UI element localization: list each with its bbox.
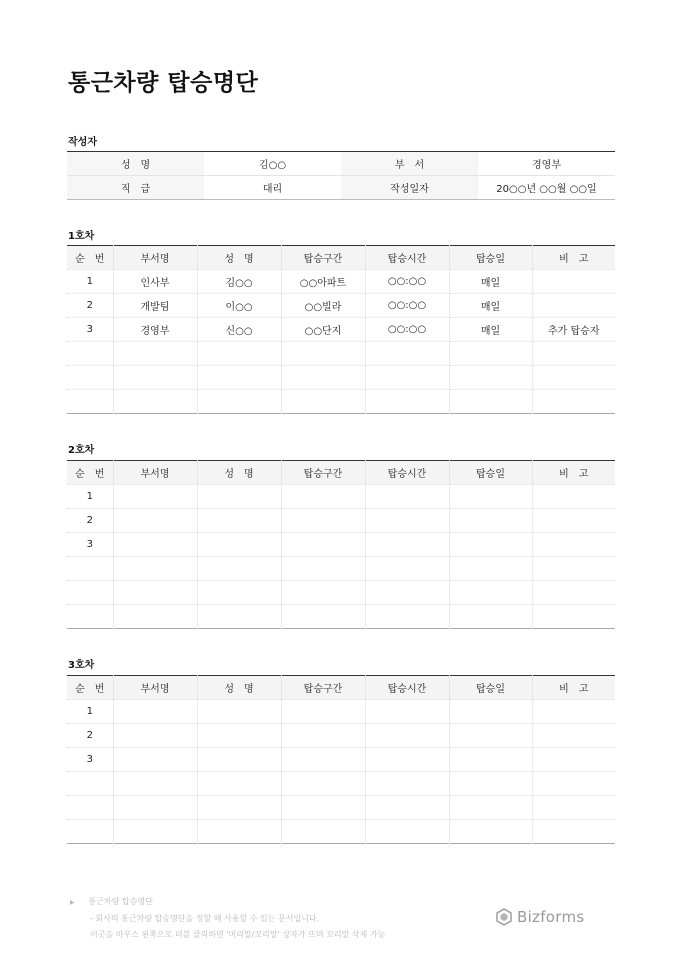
table-cell[interactable] xyxy=(365,485,449,509)
column-header: 부서명 xyxy=(113,246,197,270)
table-cell[interactable] xyxy=(113,533,197,557)
table-cell[interactable] xyxy=(281,605,365,629)
table-cell[interactable]: ○○아파트 xyxy=(281,270,365,294)
table-row xyxy=(67,318,615,342)
table-cell[interactable]: 2 xyxy=(67,509,113,533)
rank-label: 직 급 xyxy=(67,176,204,200)
table-row xyxy=(67,581,615,605)
table-cell[interactable] xyxy=(532,533,615,557)
table-cell[interactable] xyxy=(532,605,615,629)
table-cell[interactable] xyxy=(532,485,615,509)
table-cell[interactable] xyxy=(67,605,113,629)
footer-instruction: 이곳을 마우스 왼쪽으로 더블 클릭하면 '머리말/꼬리말' 상자가 뜨며 꼬리말 삭제 가능 xyxy=(90,930,386,939)
column-header: 탑승구간 xyxy=(281,676,365,700)
table-cell[interactable] xyxy=(67,772,113,796)
table-row xyxy=(67,485,615,509)
table-cell[interactable] xyxy=(197,700,281,724)
footer-title: 통근차량 탑승명단 xyxy=(88,897,153,906)
table-cell[interactable] xyxy=(281,485,365,509)
table-cell[interactable] xyxy=(449,557,532,581)
column-header: 성 명 xyxy=(197,676,281,700)
table-cell[interactable] xyxy=(281,342,365,366)
table-cell[interactable]: 1 xyxy=(67,485,113,509)
table-cell[interactable] xyxy=(113,509,197,533)
table-cell[interactable] xyxy=(365,820,449,844)
table-cell[interactable] xyxy=(449,509,532,533)
column-header: 탑승시간 xyxy=(365,246,449,270)
table-cell[interactable] xyxy=(67,366,113,390)
table-cell[interactable] xyxy=(67,820,113,844)
table-cell[interactable]: ○○:○○ xyxy=(365,318,449,342)
table-cell[interactable] xyxy=(113,700,197,724)
table-cell[interactable] xyxy=(281,509,365,533)
table-cell[interactable] xyxy=(281,748,365,772)
table-cell[interactable]: 매일 xyxy=(449,294,532,318)
table-row xyxy=(67,772,615,796)
table-cell[interactable] xyxy=(365,724,449,748)
table-cell[interactable] xyxy=(113,366,197,390)
table-cell[interactable] xyxy=(449,724,532,748)
table-row xyxy=(67,557,615,581)
table-cell[interactable] xyxy=(449,366,532,390)
table-cell[interactable] xyxy=(197,557,281,581)
column-header: 비 고 xyxy=(532,246,615,270)
table-cell[interactable] xyxy=(281,533,365,557)
table-cell[interactable]: 2 xyxy=(67,294,113,318)
table-cell[interactable] xyxy=(197,509,281,533)
author-row xyxy=(67,176,615,200)
column-header: 탑승구간 xyxy=(281,246,365,270)
table-cell[interactable] xyxy=(281,700,365,724)
column-header: 탑승구간 xyxy=(281,461,365,485)
table-cell[interactable] xyxy=(449,390,532,414)
column-header: 성 명 xyxy=(197,461,281,485)
car-section-label: 2호차 xyxy=(68,445,95,456)
table-cell[interactable] xyxy=(113,772,197,796)
table-cell[interactable] xyxy=(197,605,281,629)
table-cell[interactable] xyxy=(449,342,532,366)
author-row xyxy=(67,152,615,176)
table-cell[interactable] xyxy=(197,390,281,414)
table-row xyxy=(67,724,615,748)
table-cell[interactable] xyxy=(365,509,449,533)
table-cell[interactable] xyxy=(365,342,449,366)
table-cell[interactable] xyxy=(449,820,532,844)
column-header: 탑승일 xyxy=(449,676,532,700)
table-cell[interactable] xyxy=(532,724,615,748)
column-header: 탑승시간 xyxy=(365,676,449,700)
table-cell[interactable] xyxy=(449,605,532,629)
table-cell[interactable] xyxy=(281,366,365,390)
table-cell[interactable] xyxy=(449,533,532,557)
table-cell[interactable]: 3 xyxy=(67,748,113,772)
table-cell[interactable] xyxy=(281,390,365,414)
table-cell[interactable] xyxy=(449,796,532,820)
table-cell[interactable] xyxy=(365,605,449,629)
table-cell[interactable] xyxy=(281,724,365,748)
table-cell[interactable] xyxy=(197,485,281,509)
name-label: 성 명 xyxy=(67,152,204,176)
car-2-table xyxy=(67,460,615,629)
table-header-row xyxy=(67,461,615,485)
table-cell[interactable]: 매일 xyxy=(449,318,532,342)
table-row xyxy=(67,796,615,820)
car-1-table xyxy=(67,245,615,414)
name-value[interactable]: 김○○ xyxy=(204,152,341,176)
table-cell[interactable]: 이○○ xyxy=(197,294,281,318)
table-cell[interactable]: 추가 탑승자 xyxy=(532,318,615,342)
table-cell[interactable] xyxy=(532,294,615,318)
table-cell[interactable]: ○○단지 xyxy=(281,318,365,342)
table-header-row xyxy=(67,676,615,700)
footer-description: - 회사의 통근차량 탑승명단을 정할 때 사용할 수 있는 문서입니다. xyxy=(90,914,320,923)
table-row xyxy=(67,342,615,366)
table-cell[interactable] xyxy=(197,820,281,844)
table-cell[interactable] xyxy=(113,581,197,605)
author-table xyxy=(67,151,615,200)
table-cell[interactable]: 3 xyxy=(67,533,113,557)
table-cell[interactable] xyxy=(197,366,281,390)
table-cell[interactable]: 개발팀 xyxy=(113,294,197,318)
table-header-row xyxy=(67,246,615,270)
column-header: 탑승일 xyxy=(449,461,532,485)
table-row xyxy=(67,509,615,533)
table-row xyxy=(67,533,615,557)
table-cell[interactable]: 경영부 xyxy=(113,318,197,342)
car-section-label: 3호차 xyxy=(68,660,95,671)
table-row xyxy=(67,820,615,844)
column-header: 탑승일 xyxy=(449,246,532,270)
table-cell[interactable] xyxy=(67,796,113,820)
table-cell[interactable]: ○○빌라 xyxy=(281,294,365,318)
table-cell[interactable] xyxy=(365,772,449,796)
column-header: 부서명 xyxy=(113,676,197,700)
table-cell[interactable] xyxy=(365,390,449,414)
table-cell[interactable] xyxy=(365,748,449,772)
date-label: 작성일자 xyxy=(341,176,478,200)
brand-name: Bizforms xyxy=(517,908,585,926)
date-value[interactable]: 20○○년 ○○월 ○○일 xyxy=(496,184,597,195)
table-cell[interactable] xyxy=(113,605,197,629)
table-cell[interactable] xyxy=(532,772,615,796)
table-cell[interactable] xyxy=(113,748,197,772)
document-title: 통근차량 탑승명단 xyxy=(68,70,259,96)
column-header: 순 번 xyxy=(67,676,113,700)
table-cell[interactable] xyxy=(281,772,365,796)
triangle-bullet-icon: ▶ xyxy=(70,899,75,906)
author-section-label: 작성자 xyxy=(68,137,97,148)
car-section-label: 1호차 xyxy=(68,231,95,242)
table-cell[interactable] xyxy=(113,557,197,581)
car-3-table xyxy=(67,675,615,844)
table-cell[interactable] xyxy=(197,724,281,748)
table-cell[interactable]: 매일 xyxy=(449,270,532,294)
table-cell[interactable] xyxy=(532,270,615,294)
table-cell[interactable] xyxy=(365,700,449,724)
table-cell[interactable] xyxy=(197,748,281,772)
footer-note xyxy=(70,894,385,943)
table-cell[interactable] xyxy=(532,796,615,820)
table-row xyxy=(67,700,615,724)
table-row xyxy=(67,605,615,629)
table-cell[interactable] xyxy=(67,390,113,414)
table-cell[interactable]: 인사부 xyxy=(113,270,197,294)
table-row xyxy=(67,748,615,772)
rank-value[interactable]: 대리 xyxy=(262,184,283,195)
department-value[interactable]: 경영부 xyxy=(478,152,615,176)
bizforms-logo-icon xyxy=(495,908,513,926)
table-cell[interactable] xyxy=(197,581,281,605)
table-cell[interactable] xyxy=(532,820,615,844)
table-cell[interactable] xyxy=(365,557,449,581)
table-row xyxy=(67,270,615,294)
table-cell[interactable]: 1 xyxy=(67,700,113,724)
table-cell[interactable] xyxy=(449,485,532,509)
table-cell[interactable] xyxy=(449,748,532,772)
table-cell[interactable]: 김○○ xyxy=(197,270,281,294)
column-header: 탑승시간 xyxy=(365,461,449,485)
column-header: 부서명 xyxy=(113,461,197,485)
table-cell[interactable]: 2 xyxy=(67,724,113,748)
table-cell[interactable] xyxy=(449,700,532,724)
table-cell[interactable] xyxy=(532,509,615,533)
table-cell[interactable] xyxy=(281,820,365,844)
column-header: 비 고 xyxy=(532,676,615,700)
table-cell[interactable]: 3 xyxy=(67,318,113,342)
table-cell[interactable]: 신○○ xyxy=(197,318,281,342)
table-cell[interactable] xyxy=(113,820,197,844)
table-row xyxy=(67,294,615,318)
table-cell[interactable] xyxy=(281,557,365,581)
table-cell[interactable] xyxy=(449,772,532,796)
department-label: 부 서 xyxy=(341,152,478,176)
table-cell[interactable]: ○○:○○ xyxy=(365,270,449,294)
table-cell[interactable] xyxy=(532,581,615,605)
table-cell[interactable] xyxy=(532,342,615,366)
table-cell[interactable] xyxy=(113,342,197,366)
table-cell[interactable] xyxy=(281,796,365,820)
table-cell[interactable] xyxy=(197,533,281,557)
table-cell[interactable] xyxy=(532,366,615,390)
table-cell[interactable] xyxy=(365,533,449,557)
column-header: 성 명 xyxy=(197,246,281,270)
table-cell[interactable] xyxy=(67,342,113,366)
table-cell[interactable] xyxy=(532,700,615,724)
table-cell[interactable] xyxy=(197,772,281,796)
brand-logo xyxy=(495,908,585,926)
table-cell[interactable] xyxy=(449,581,532,605)
table-cell[interactable] xyxy=(532,748,615,772)
table-cell[interactable] xyxy=(113,485,197,509)
table-cell[interactable] xyxy=(365,581,449,605)
table-cell[interactable] xyxy=(113,390,197,414)
column-header: 비 고 xyxy=(532,461,615,485)
table-cell[interactable] xyxy=(67,581,113,605)
column-header: 순 번 xyxy=(67,246,113,270)
table-cell[interactable] xyxy=(67,557,113,581)
table-cell[interactable] xyxy=(532,557,615,581)
table-cell[interactable] xyxy=(113,724,197,748)
table-cell[interactable]: 1 xyxy=(67,270,113,294)
table-cell[interactable] xyxy=(281,581,365,605)
table-cell[interactable]: ○○:○○ xyxy=(365,294,449,318)
column-header: 순 번 xyxy=(67,461,113,485)
table-cell[interactable] xyxy=(532,390,615,414)
table-cell[interactable] xyxy=(365,796,449,820)
table-cell[interactable] xyxy=(197,796,281,820)
table-cell[interactable] xyxy=(197,342,281,366)
table-row xyxy=(67,390,615,414)
table-row xyxy=(67,366,615,390)
table-cell[interactable] xyxy=(113,796,197,820)
table-cell[interactable] xyxy=(365,366,449,390)
